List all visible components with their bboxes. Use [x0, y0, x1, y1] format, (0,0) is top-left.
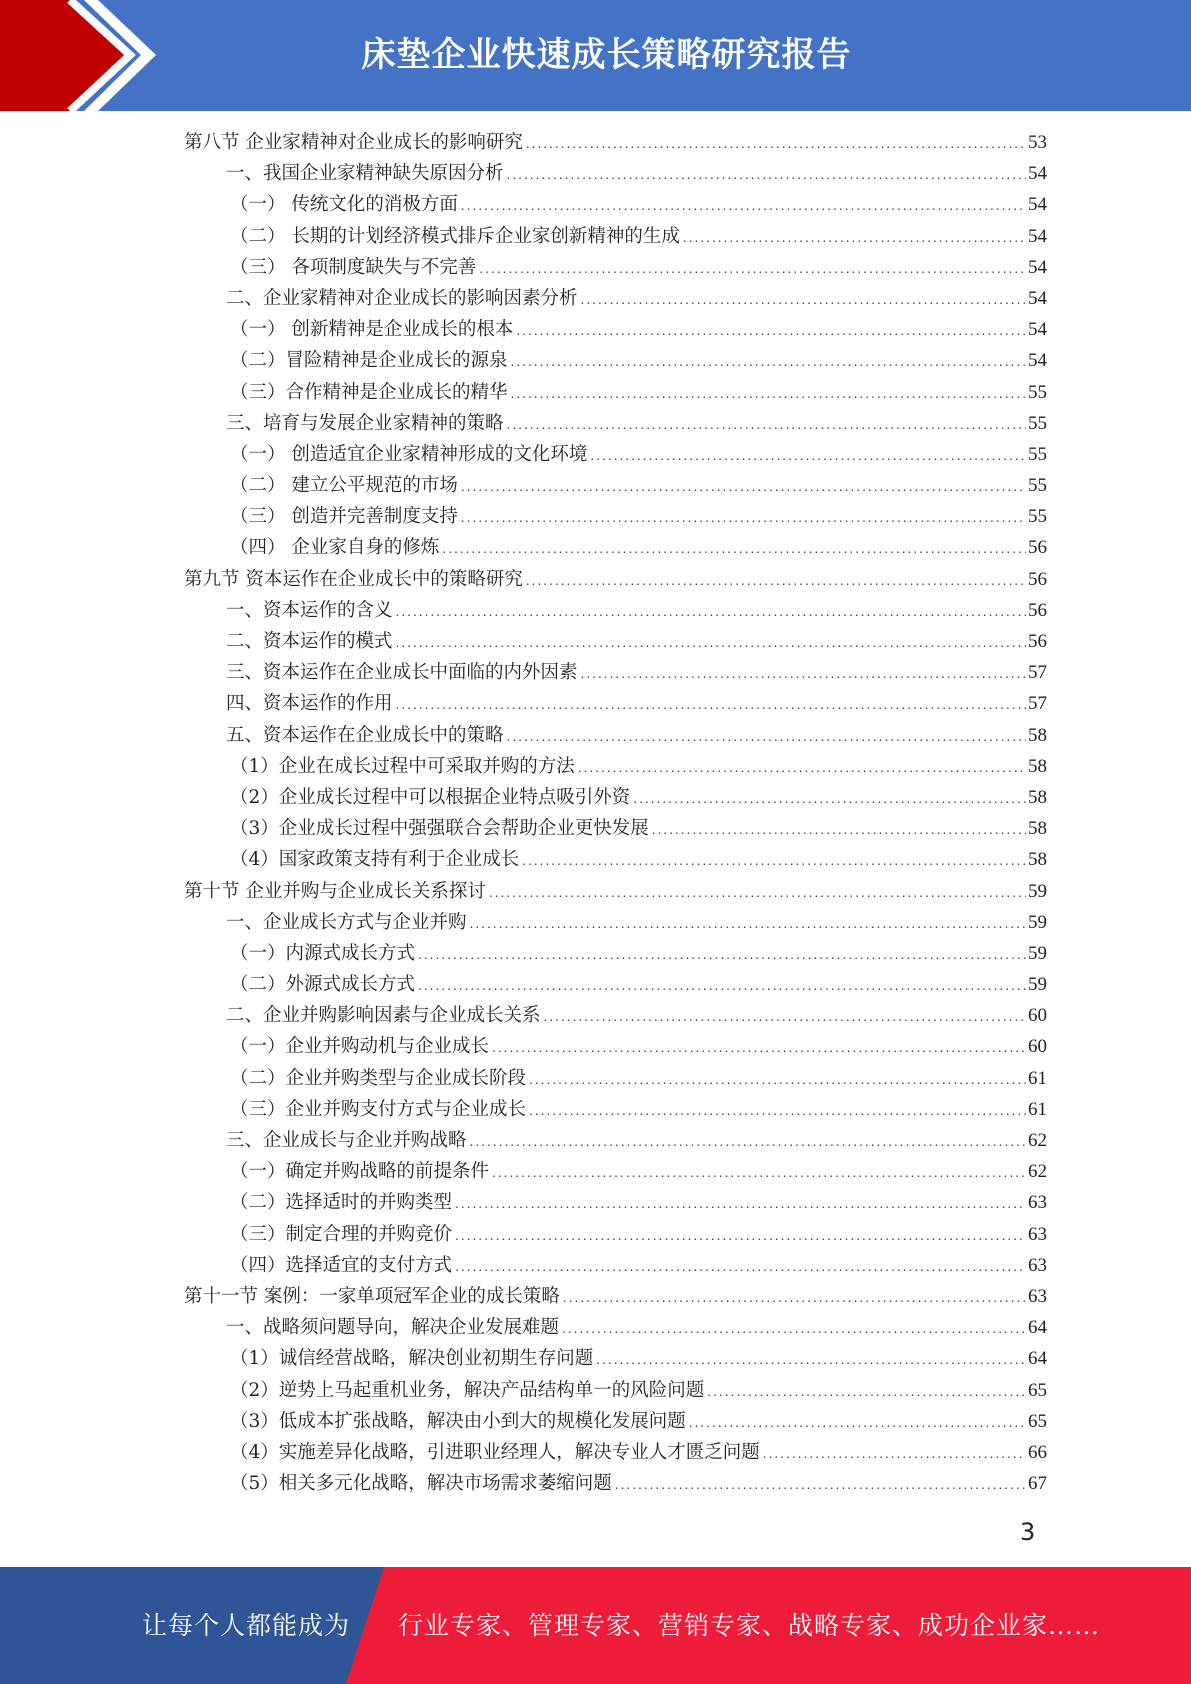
toc-entry-label: （三） 各项制度缺失与不完善	[230, 256, 477, 278]
footer-slogan-right: 行业专家、管理专家、营销专家、战略专家、成功企业家……	[398, 1611, 1101, 1640]
toc-entry-label: （一） 创新精神是企业成长的根本	[230, 319, 514, 341]
toc-dot-leader	[418, 971, 1026, 1002]
toc-entry-label: （2）逆势上马起重机业务，解决产品结构单一的风险问题	[230, 1379, 705, 1401]
toc-dot-leader	[707, 1377, 1026, 1408]
toc-entry-page: 60	[1028, 1036, 1047, 1058]
toc-entry[interactable]	[184, 1000, 1047, 1031]
toc-dot-leader	[526, 129, 1026, 160]
toc-dot-leader	[522, 846, 1026, 877]
toc-entry[interactable]	[184, 876, 1047, 907]
toc-entry[interactable]	[184, 751, 1047, 782]
toc-entry-label: 三、资本运作在企业成长中面临的内外因素	[226, 662, 578, 684]
report-title: 床垫企业快速成长策略研究报告	[361, 35, 852, 75]
toc-entry[interactable]	[184, 1468, 1047, 1499]
toc-entry-page: 58	[1028, 849, 1047, 871]
toc-entry[interactable]	[184, 501, 1047, 532]
toc-entry[interactable]	[184, 907, 1047, 938]
toc-entry[interactable]	[184, 813, 1047, 844]
toc-entry-label: （1）企业在成长过程中可采取并购的方法	[230, 755, 575, 777]
toc-entry-page: 57	[1028, 693, 1047, 715]
toc-entry-page: 57	[1028, 662, 1047, 684]
toc-entry-page: 59	[1028, 880, 1047, 902]
toc-entry-page: 53	[1028, 132, 1047, 153]
toc-entry[interactable]	[184, 1125, 1047, 1156]
toc-dot-leader	[492, 1158, 1026, 1189]
toc-entry-page: 56	[1028, 631, 1047, 652]
toc-entry-label: 一、战略须问题导向，解决企业发展难题	[226, 1317, 560, 1339]
toc-dot-leader	[511, 347, 1026, 378]
toc-entry-label: （5）相关多元化战略，解决市场需求萎缩问题	[230, 1473, 612, 1495]
toc-dot-leader	[442, 534, 1026, 565]
toc-entry-page: 65	[1028, 1410, 1047, 1432]
toc-entry[interactable]	[184, 127, 1047, 158]
toc-entry-page: 63	[1028, 1192, 1047, 1214]
toc-entry-label: （三）制定合理的并购竞价	[230, 1223, 453, 1245]
toc-entry-page: 61	[1028, 1098, 1047, 1120]
toc-dot-leader	[461, 503, 1026, 534]
toc-entry-page: 54	[1028, 287, 1047, 309]
toc-entry-label: （1）诚信经营战略，解决创业初期生存问题	[230, 1348, 594, 1370]
toc-entry[interactable]	[184, 1406, 1047, 1437]
toc-dot-leader	[529, 1096, 1026, 1127]
toc-dot-leader	[507, 722, 1026, 753]
toc-dot-leader	[652, 815, 1026, 846]
toc-entry-label: （一）内源式成长方式	[230, 942, 416, 964]
toc-entry[interactable]	[184, 1375, 1047, 1406]
toc-entry[interactable]	[184, 470, 1047, 501]
toc-entry-page: 59	[1028, 911, 1047, 933]
toc-dot-leader	[511, 379, 1026, 410]
toc-entry-page: 55	[1028, 475, 1047, 497]
toc-entry-page: 58	[1028, 724, 1047, 746]
toc-dot-leader	[578, 753, 1026, 784]
toc-dot-leader	[461, 191, 1026, 222]
toc-dot-leader	[590, 441, 1026, 472]
toc-dot-leader	[683, 223, 1026, 254]
toc-entry[interactable]	[184, 657, 1047, 688]
toc-entry[interactable]	[184, 439, 1047, 470]
toc-entry-label: （一） 创造适宜企业家精神形成的文化环境	[230, 443, 588, 465]
toc-entry-page: 61	[1028, 1067, 1047, 1089]
toc-dot-leader	[581, 285, 1026, 316]
toc-entry-label: 四、资本运作的作用	[226, 693, 393, 715]
toc-dot-leader	[455, 1189, 1026, 1220]
toc-dot-leader	[507, 160, 1026, 191]
toc-entry[interactable]	[184, 1437, 1047, 1468]
toc-entry-label: （4）国家政策支持有利于企业成长	[230, 849, 520, 871]
toc-entry-label: （一）确定并购战略的前提条件	[230, 1161, 490, 1183]
toc-entry-page: 67	[1028, 1473, 1047, 1495]
toc-entry-label: （二）外源式成长方式	[230, 974, 416, 996]
toc-dot-leader	[489, 878, 1026, 909]
toc-dot-leader	[562, 1314, 1026, 1345]
toc-entry-label: （三）合作精神是企业成长的精华	[230, 381, 508, 403]
toc-entry[interactable]	[184, 1187, 1047, 1218]
toc-entry[interactable]	[184, 532, 1047, 563]
toc-dot-leader	[563, 1283, 1026, 1314]
toc-dot-leader	[418, 940, 1026, 971]
toc-entry-label: 一、企业成长方式与企业并购	[226, 911, 467, 933]
toc-entry-page: 54	[1028, 194, 1047, 216]
toc-entry-page: 63	[1028, 1254, 1047, 1276]
toc-dot-leader	[529, 1065, 1026, 1096]
toc-entry-label: 二、资本运作的模式	[226, 631, 393, 652]
toc-entry-label: 第十一节 案例：一家单项冠军企业的成长策略	[184, 1285, 560, 1307]
toc-entry[interactable]	[184, 938, 1047, 969]
toc-entry-page: 55	[1028, 443, 1047, 465]
toc-dot-leader	[455, 1221, 1026, 1252]
toc-dot-leader	[763, 1439, 1026, 1470]
toc-entry[interactable]	[184, 1063, 1047, 1094]
toc-entry-label: 第九节 资本运作在企业成长中的策略研究	[184, 568, 523, 590]
toc-dot-leader	[689, 1408, 1026, 1439]
toc-entry[interactable]	[184, 377, 1047, 408]
toc-entry-label: （一） 传统文化的消极方面	[230, 194, 458, 216]
toc-entry-page: 63	[1028, 1223, 1047, 1245]
toc-dot-leader	[455, 1252, 1026, 1283]
page-header	[0, 0, 1191, 111]
toc-entry-label: （二） 建立公平规范的市场	[230, 475, 458, 497]
toc-entry-page: 54	[1028, 319, 1047, 341]
toc-entry-label: （3）低成本扩张战略，解决由小到大的规模化发展问题	[230, 1410, 686, 1432]
toc-entry[interactable]	[184, 1219, 1047, 1250]
toc-entry-label: （二）选择适时的并购类型	[230, 1192, 453, 1214]
toc-entry[interactable]	[184, 782, 1047, 813]
toc-entry-label: 第十节 企业并购与企业成长关系探讨	[184, 880, 486, 902]
toc-entry-page: 64	[1028, 1317, 1047, 1339]
toc-entry-page: 59	[1028, 942, 1047, 964]
toc-dot-leader	[470, 1127, 1026, 1158]
toc-entry-page: 56	[1028, 599, 1047, 621]
toc-dot-leader	[492, 1033, 1026, 1064]
footer-slogan-left: 让每个人都能成为	[142, 1611, 351, 1640]
toc-entry[interactable]	[184, 252, 1047, 283]
toc-entry-page: 60	[1028, 1005, 1047, 1027]
toc-entry[interactable]	[184, 345, 1047, 376]
toc-entry-label: （一）企业并购动机与企业成长	[230, 1036, 490, 1058]
toc-entry[interactable]	[184, 564, 1047, 595]
toc-entry-label: （3）企业成长过程中强强联合会帮助企业更快发展	[230, 818, 649, 840]
toc-dot-leader	[479, 254, 1026, 285]
toc-entry-label: （四）选择适宜的支付方式	[230, 1254, 453, 1276]
toc-entry[interactable]	[184, 844, 1047, 875]
toc-entry[interactable]	[184, 626, 1047, 657]
toc-entry[interactable]	[184, 595, 1047, 626]
page-number: 3	[1020, 1518, 1036, 1546]
toc-entry-page: 56	[1028, 537, 1047, 559]
toc-entry[interactable]	[184, 283, 1047, 314]
toc-entry-page: 54	[1028, 350, 1047, 372]
toc-entry-page: 55	[1028, 506, 1047, 528]
toc-entry-page: 65	[1028, 1379, 1047, 1401]
toc-entry-page: 62	[1028, 1130, 1047, 1151]
toc-entry-label: （4）实施差异化战略，引进职业经理人，解决专业人才匮乏问题	[230, 1441, 760, 1463]
toc-entry-page: 54	[1028, 163, 1047, 185]
toc-entry-label: （四） 企业家自身的修炼	[230, 537, 440, 559]
toc-dot-leader	[596, 1345, 1026, 1376]
toc-entry[interactable]	[184, 1250, 1047, 1281]
toc-entry-page: 54	[1028, 256, 1047, 278]
toc-entry[interactable]	[184, 1343, 1047, 1374]
toc-dot-leader	[470, 909, 1026, 940]
toc-dot-leader	[615, 1470, 1026, 1501]
toc-entry[interactable]	[184, 1094, 1047, 1125]
toc-entry-page: 63	[1028, 1285, 1047, 1307]
toc-dot-leader	[396, 628, 1026, 659]
toc-dot-leader	[526, 566, 1026, 597]
toc-entry-page: 55	[1028, 381, 1047, 403]
toc-entry-page: 66	[1028, 1441, 1047, 1463]
toc-dot-leader	[633, 784, 1026, 815]
toc-entry-page: 55	[1028, 412, 1047, 434]
toc-entry-label: （2）企业成长过程中可以根据企业特点吸引外资	[230, 786, 631, 808]
toc-entry-page: 59	[1028, 974, 1047, 996]
toc-entry-label: （二） 长期的计划经济模式排斥企业家创新精神的生成	[230, 225, 680, 247]
toc-dot-leader	[544, 1002, 1026, 1033]
toc-entry-page: 54	[1028, 225, 1047, 247]
toc-entry-page: 64	[1028, 1348, 1047, 1370]
toc-entry-label: 一、资本运作的含义	[226, 599, 393, 621]
toc-entry-page: 58	[1028, 786, 1047, 808]
toc-entry[interactable]	[184, 408, 1047, 439]
toc-entry-label: 二、企业家精神对企业成长的影响因素分析	[226, 287, 578, 309]
table-of-contents	[184, 127, 1047, 1499]
toc-entry[interactable]	[184, 1156, 1047, 1187]
toc-dot-leader	[516, 316, 1026, 347]
toc-entry-label: 三、企业成长与企业并购战略	[226, 1130, 467, 1151]
toc-entry[interactable]	[184, 189, 1047, 220]
toc-entry-label: （三） 创造并完善制度支持	[230, 506, 458, 528]
toc-entry[interactable]	[184, 1031, 1047, 1062]
toc-dot-leader	[507, 410, 1026, 441]
toc-entry-label: 二、企业并购影响因素与企业成长关系	[226, 1005, 541, 1027]
toc-entry-label: 五、资本运作在企业成长中的策略	[226, 724, 504, 746]
toc-entry[interactable]	[184, 688, 1047, 719]
toc-entry-label: （二）冒险精神是企业成长的源泉	[230, 350, 508, 372]
toc-entry[interactable]	[184, 158, 1047, 189]
toc-entry[interactable]	[184, 1281, 1047, 1312]
toc-dot-leader	[396, 597, 1026, 628]
toc-dot-leader	[581, 659, 1026, 690]
toc-entry-label: （二）企业并购类型与企业成长阶段	[230, 1067, 527, 1089]
toc-entry[interactable]	[184, 969, 1047, 1000]
toc-entry-label: 一、我国企业家精神缺失原因分析	[226, 163, 504, 185]
toc-entry[interactable]	[184, 720, 1047, 751]
toc-dot-leader	[461, 472, 1026, 503]
toc-entry[interactable]	[184, 1312, 1047, 1343]
toc-entry-page: 58	[1028, 818, 1047, 840]
toc-entry-label: 第八节 企业家精神对企业成长的影响研究	[184, 132, 523, 153]
page-footer	[0, 1567, 1191, 1684]
toc-entry-label: （三）企业并购支付方式与企业成长	[230, 1098, 527, 1120]
toc-entry-page: 56	[1028, 568, 1047, 590]
toc-dot-leader	[396, 690, 1026, 721]
toc-entry-page: 62	[1028, 1161, 1047, 1183]
toc-entry-page: 58	[1028, 755, 1047, 777]
toc-entry[interactable]	[184, 314, 1047, 345]
toc-entry[interactable]	[184, 221, 1047, 252]
toc-entry-label: 三、培育与发展企业家精神的策略	[226, 412, 504, 434]
